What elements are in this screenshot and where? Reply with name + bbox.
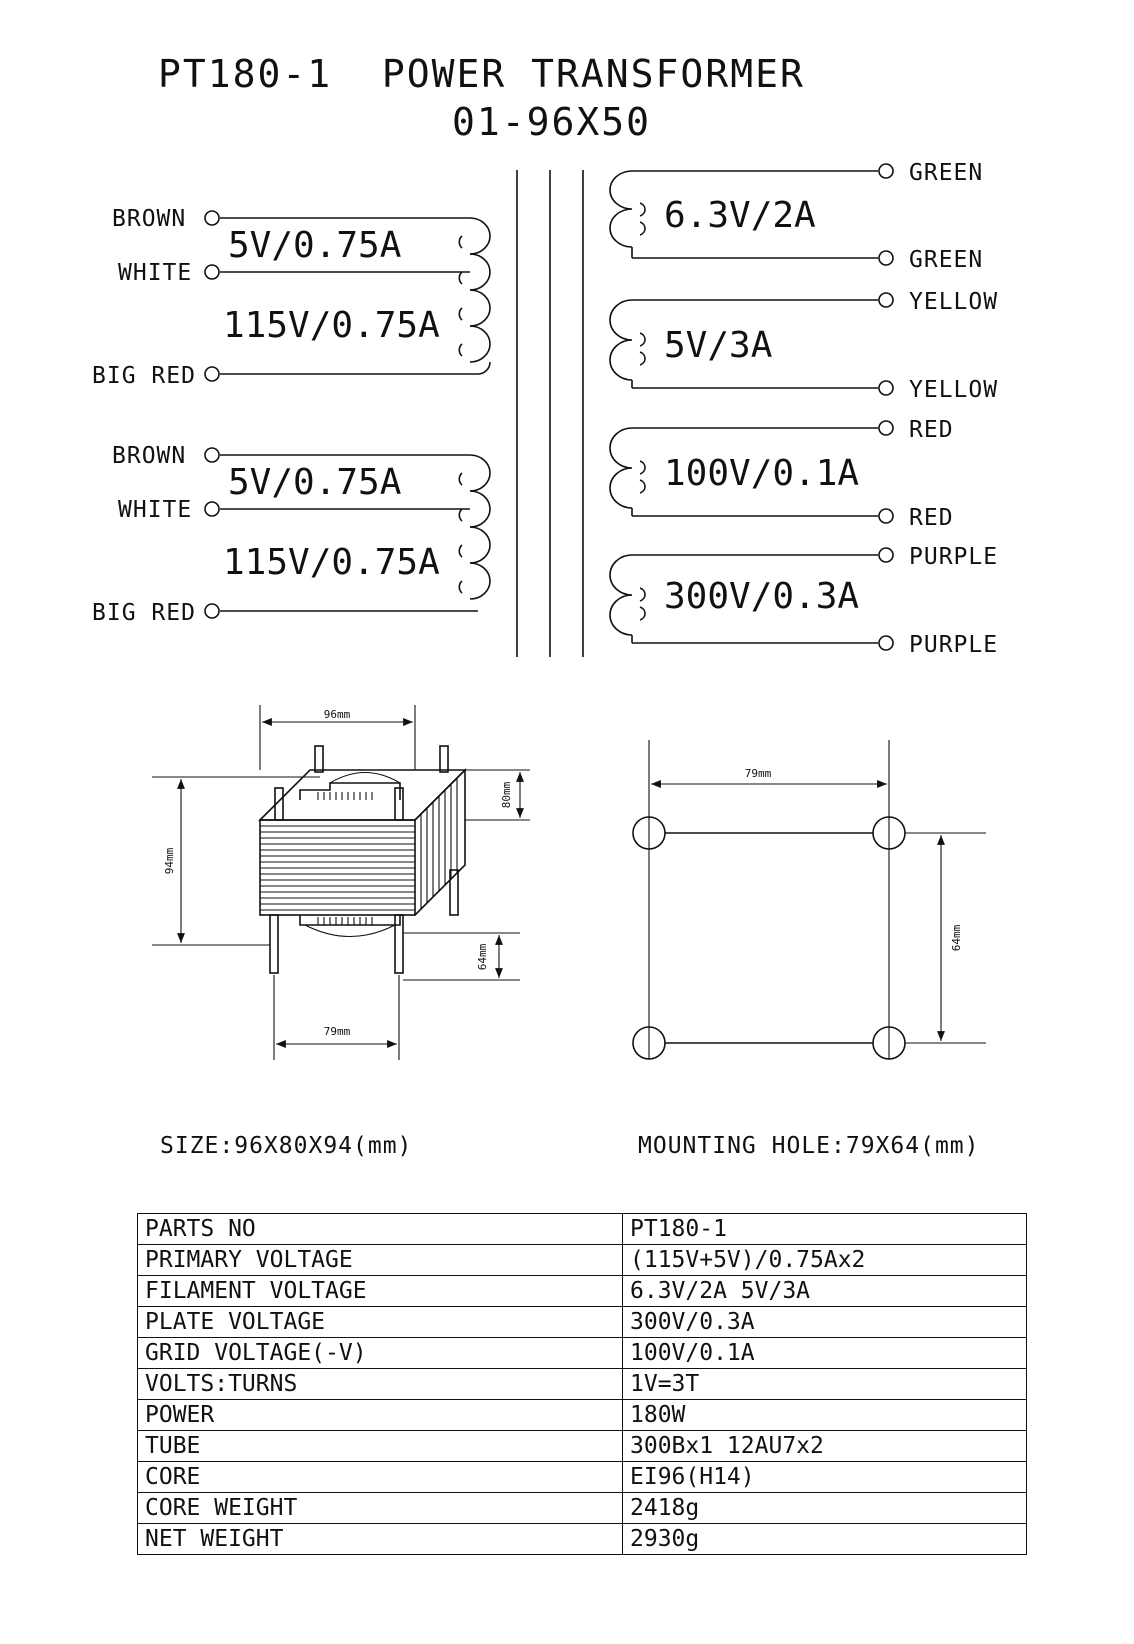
terminal-node	[205, 211, 219, 225]
sec-label-purple-bottom: PURPLE	[909, 632, 999, 658]
sec-rating-6v3: 6.3V/2A	[664, 195, 816, 236]
winding-label-115v-2: 115V/0.75A	[223, 542, 440, 583]
terminal-node	[205, 265, 219, 279]
wire-label-white-1: WHITE	[118, 260, 193, 286]
transformer-core	[517, 170, 583, 657]
spec-label: PARTS NO	[138, 1214, 623, 1245]
table-row	[138, 1369, 1027, 1400]
spec-label: CORE WEIGHT	[138, 1493, 623, 1524]
dim-label-leg: 64mm	[476, 943, 489, 971]
spec-table	[137, 1213, 1027, 1555]
table-row	[138, 1493, 1027, 1524]
dim-label-width: 96mm	[323, 708, 351, 721]
table-row	[138, 1214, 1027, 1245]
title-line2: 01-96X50	[452, 100, 652, 144]
spec-label: CORE	[138, 1462, 623, 1493]
terminal-node	[205, 604, 219, 618]
table-row	[138, 1307, 1027, 1338]
terminal-node	[205, 502, 219, 516]
dimension-lines-outline	[152, 705, 530, 1060]
spec-value: 1V=3T	[623, 1369, 1027, 1400]
spec-value: 2418g	[623, 1493, 1027, 1524]
title-line1: PT180-1 POWER TRANSFORMER	[158, 52, 805, 96]
spec-label: NET WEIGHT	[138, 1524, 623, 1555]
table-row	[138, 1276, 1027, 1307]
table-row	[138, 1524, 1027, 1555]
wire-label-brown-2: BROWN	[112, 443, 187, 469]
dim-label-height: 94mm	[163, 847, 176, 875]
table-row	[138, 1245, 1027, 1276]
sec-label-purple-top: PURPLE	[909, 544, 999, 570]
sec-label-green-bottom: GREEN	[909, 247, 984, 273]
dim-label-hole-y: 64mm	[950, 924, 963, 952]
size-caption: SIZE:96X80X94(mm)	[160, 1133, 413, 1159]
spec-label: PLATE VOLTAGE	[138, 1307, 623, 1338]
table-row	[138, 1431, 1027, 1462]
terminal-node	[205, 448, 219, 462]
wire-label-white-2: WHITE	[118, 497, 193, 523]
mounting-caption: MOUNTING HOLE:79X64(mm)	[638, 1133, 980, 1159]
table-row	[138, 1462, 1027, 1493]
dim-label-depth: 80mm	[500, 781, 513, 809]
spec-value: EI96(H14)	[623, 1462, 1027, 1493]
spec-value: PT180-1	[623, 1214, 1027, 1245]
spec-value: 300Bx1 12AU7x2	[623, 1431, 1027, 1462]
spec-label: VOLTS:TURNS	[138, 1369, 623, 1400]
table-row	[138, 1338, 1027, 1369]
sec-rating-5v: 5V/3A	[664, 325, 773, 366]
spec-label: PRIMARY VOLTAGE	[138, 1245, 623, 1276]
table-row	[138, 1400, 1027, 1431]
spec-label: POWER	[138, 1400, 623, 1431]
spec-label: TUBE	[138, 1431, 623, 1462]
sec-rating-300v: 300V/0.3A	[664, 576, 860, 617]
terminal-node	[205, 367, 219, 381]
spec-label: FILAMENT VOLTAGE	[138, 1276, 623, 1307]
sec-label-green-top: GREEN	[909, 160, 984, 186]
spec-value: 300V/0.3A	[623, 1307, 1027, 1338]
spec-label: GRID VOLTAGE(-V)	[138, 1338, 623, 1369]
spec-value: (115V+5V)/0.75Ax2	[623, 1245, 1027, 1276]
winding-label-115v-1: 115V/0.75A	[223, 305, 440, 346]
dim-label-hole-x: 79mm	[744, 767, 772, 780]
spec-value: 2930g	[623, 1524, 1027, 1555]
wire-label-brown-1: BROWN	[112, 206, 187, 232]
winding-label-5v-2: 5V/0.75A	[228, 462, 402, 503]
sec-rating-100v: 100V/0.1A	[664, 453, 860, 494]
sec-label-red-top: RED	[909, 417, 954, 443]
mounting-hole-view	[633, 740, 986, 1059]
spec-value: 180W	[623, 1400, 1027, 1431]
spec-value: 6.3V/2A 5V/3A	[623, 1276, 1027, 1307]
spec-value: 100V/0.1A	[623, 1338, 1027, 1369]
sec-label-yellow-bottom: YELLOW	[909, 377, 999, 403]
spec-table-body	[138, 1214, 1027, 1555]
sec-label-yellow-top: YELLOW	[909, 289, 999, 315]
wire-label-bigred-1: BIG RED	[92, 363, 196, 389]
dim-label-foot-span: 79mm	[323, 1025, 351, 1038]
sec-label-red-bottom: RED	[909, 505, 954, 531]
winding-label-5v-1: 5V/0.75A	[228, 225, 402, 266]
transformer-outline-view	[260, 746, 465, 973]
wire-label-bigred-2: BIG RED	[92, 600, 196, 626]
